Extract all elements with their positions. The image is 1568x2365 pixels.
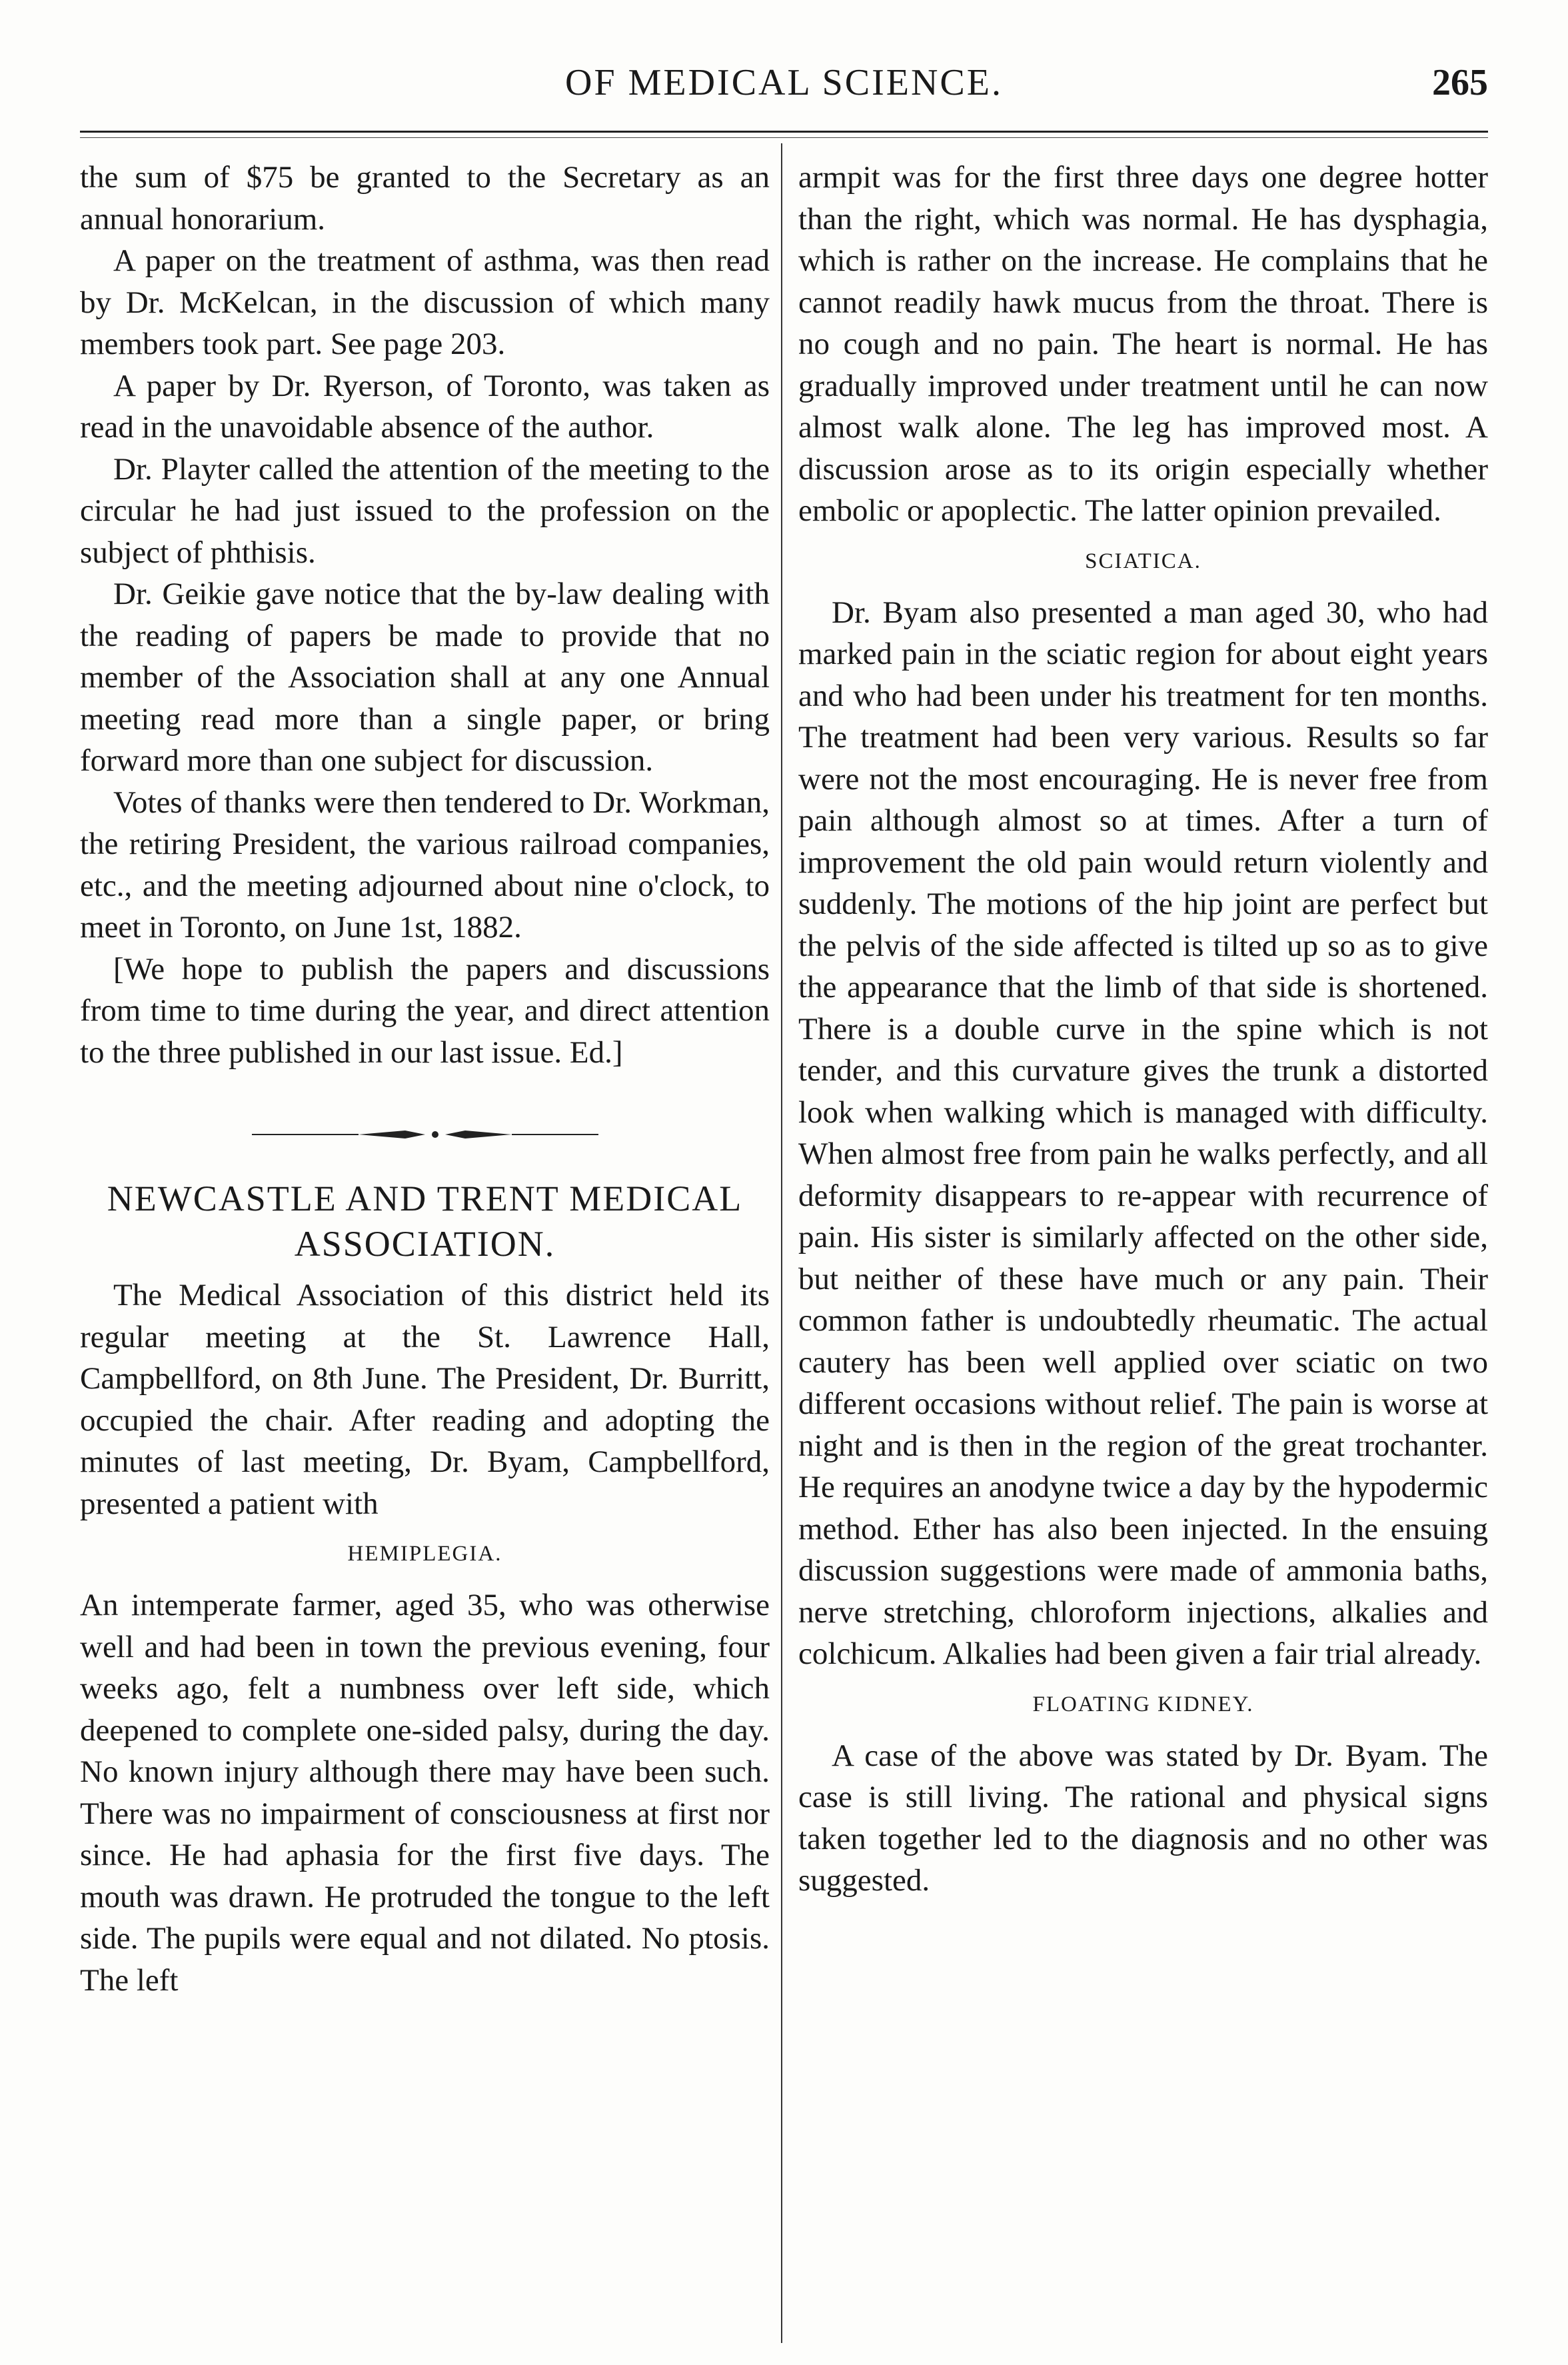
column-divider [781, 143, 782, 2343]
subhead-sciatica: SCIATICA. [1085, 549, 1201, 573]
header-rule-thin [80, 137, 1488, 138]
paragraph-geikie: Dr. Geikie gave notice that the by-law dealing with the reading of papers be made to provide that no member of the Association shall at any one Annual meeting read more than a single paper, or bring forward more than one subject for discussion. [80, 577, 770, 778]
section-ornament [252, 1127, 598, 1143]
paragraph-votes-of-thanks: Votes of thanks were then tendered to Dr. Workman, the retiring President, the various railroad companies, etc., and the meeting adjourned about nine o'clock, to meet in Toronto, on June 1st, 1882. [80, 785, 770, 945]
subhead-floating-kidney: FLOATING KIDNEY. [1032, 1692, 1254, 1716]
running-title: OF MEDICAL SCIENCE. [565, 62, 1003, 103]
right-column [798, 157, 1488, 1902]
header-rule [80, 131, 1488, 133]
paragraph-sciatica: Dr. Byam also presented a man aged 30, who had marked pain in the sciatic region for about eight years and who had been under his treatment for ten months. The treatment had been very various. Results so far were not the most encouraging. He is never free from pain although almost so at times. After a turn of improvement the old pain would return violently and suddenly. The motions of the hip joint are perfect but the pelvis of the side affected is tilted up so as to give the appearance that the limb of that side is shortened. There is a double curve in the spine which is not tender, and this curvature gives the trunk a distorted look when walking which is managed with difficulty. When almost free from pain he walks perfectly, and all deformity disappears to re-appear with recurrence of pain. His sister is similarly affected on the other side, but neither of these have much or any pain. Their common father is undoubtedly rheumatic. The actual cautery has been well applied over sciatic on two different occasions without relief. The pain is worse at night and is then in the region of the great trochanter. He requires an anodyne twice a day by the hypodermic method. Ether has also been injected. In the ensuing discussion suggestions were made of ammonia baths, nerve stretching, chloroform injections, alkalies and colchicum. Alkalies had been given a fair trial already. [798, 595, 1488, 1671]
paragraph-asthma: A paper on the treatment of asthma, was then read by Dr. McKelcan, in the discussion of which many members took part. See page 203. [80, 243, 770, 361]
page-number: 265 [1432, 62, 1488, 103]
paragraph-association-meeting: The Medical Association of this district held its regular meeting at the St. Lawrence Hall, Campbellford, on 8th June. The President, Dr. Burritt, occupied the chair. After reading and adopting the minutes of last meeting, Dr. Byam, Campbellford, presented a patient with [80, 1278, 770, 1521]
paragraph-hemiplegia: An intemperate farmer, aged 35, who was otherwise well and had been in town the previous evening, four weeks ago, felt a numbness over left side, which deepened to complete one-sided palsy, during the day. No known injury although there may have been such. There was no impairment of consciousness at first nor since. He had aphasia for the first five days. The mouth was drawn. He protruded the tongue to the left side. The pupils were equal and not dilated. No ptosis. The left [80, 1588, 770, 1998]
running-head [80, 61, 1488, 115]
paragraph-playter: Dr. Playter called the attention of the meeting to the circular he had just issued to the profession on the subject of phthisis. [80, 451, 770, 570]
paragraph-hemiplegia-continued: armpit was for the first three days one degree hotter than the right, which was normal. He has dysphagia, which is rather on the increase. He complains that he cannot readily hawk mucus from the throat. There is no cough and no pain. The heart is normal. He has gradually improved under treatment until he can now almost walk alone. The leg has improved most. A discussion arose as to its origin especially whether embolic or apoplectic. The latter opinion prevailed. [798, 160, 1488, 528]
left-column [80, 157, 770, 2001]
paragraph-honorarium: the sum of $75 be granted to the Secretary as an annual honorarium. [80, 160, 770, 237]
paragraph-floating-kidney: A case of the above was stated by Dr. Byam. The case is still living. The rational and physical signs taken together led to the diagnosis and no other was suggested. [798, 1738, 1488, 1898]
paragraph-ryerson: A paper by Dr. Ryerson, of Toronto, was taken as read in the unavoidable absence of the author. [80, 368, 770, 445]
section-title: NEWCASTLE AND TRENT MEDICAL ASSOCIATION. [107, 1179, 743, 1264]
subhead-hemiplegia: HEMIPLEGIA. [347, 1542, 502, 1566]
paragraph-editor-note: [We hope to publish the papers and discussions from time to time during the year, and direct attention to the three published in our last issue. Ed.] [80, 951, 770, 1070]
